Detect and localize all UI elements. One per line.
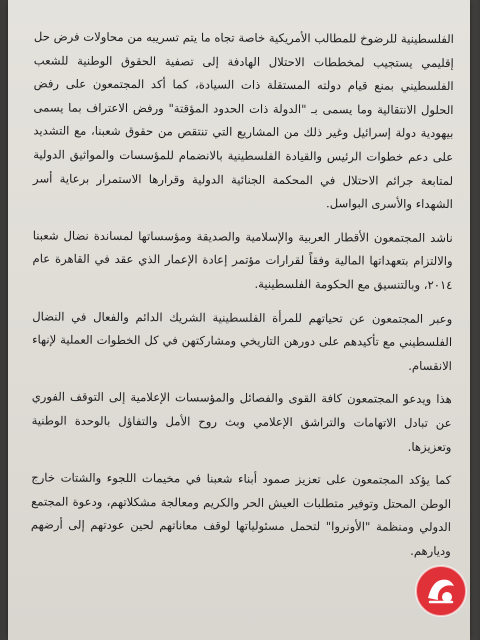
paragraph-arab-support-appeal: ناشد المجتمعون الأقطار العربية والإسلامية والصديقة ومؤسساتها لمساندة نضال شعبنا والالتزام بتعهداتها المالية وفقاً لقرارات مؤتمر إعادة الإعمار الذي عقد في القاهرة عام ٢٠١٤، وبالتنسيق مع الحكومة الفلسطينية. bbox=[32, 228, 453, 292]
paragraph-women-tribute: وعبر المجتمعون عن تحياتهم للمرأة الفلسطينية الشريك الدائم والفعال في النضال الفلسطيني مع تأكيدهم على دورهن التاريخي ومشاركتهن في كل الخطوات العملية لإنهاء الانقسام. bbox=[32, 308, 453, 373]
maan-logo-icon bbox=[414, 564, 468, 618]
document-page bbox=[8, 0, 470, 640]
document-body bbox=[30, 25, 454, 624]
paragraph-political-position: الفلسطينية للرضوخ للمطالب الأمريكية خاصة تجاه ما يتم تسريبه من محاولات فرض حل إقليمي يستجيب لمخططات الاحتلال الهادفة إلى تصفية الحقوق الوطنية للشعب الفلسطيني بمنع قيام دولته المستقلة ذات السيادة، كما أكد المجتمعون على رفض الحلول الانتقالية وما يسمى بـ "الدولة ذات الحدود المؤقتة" ورفض الاعتراف بما يسمى بيهودية دولة إسرائيل وغير ذلك من المشاريع التي تنتقص من حقوق شعبنا، مع التشديد على دعم خطوات الرئيس والقيادة الفلسطينية بالانضمام للمؤسسات والمواثيق الدولية لمتابعة جرائم الاحتلال في المحكمة الجنائية الدولية وقرارها الاستمرار برعاية أسر الشهداء والأسرى البواسل. bbox=[33, 29, 454, 212]
paragraph-refugees-support: كما يؤكد المجتمعون على تعزيز صمود أبناء شعبنا في مخيمات اللجوء والشتات خارج الوطن المحتل وتوفير متطلبات العيش الحر والكريم ومعالجة مشكلاتهم، ودعوة المجتمع الدولي ومنظمة "الأونروا" لتحمل مسئولياتها لوقف معاناتهم لحين عودتهم إلى أرضهم وديارهم. bbox=[30, 470, 452, 558]
paragraph-media-call: هذا ويدعو المجتمعون كافة القوى والفصائل والمؤسسات الإعلامية إلى التوقف الفوري عن تبادل الاتهامات والتراشق الإعلامي وبث روح الأمل والتفاؤل بالوحدة الوطنية وتعزيزها. bbox=[31, 389, 452, 454]
